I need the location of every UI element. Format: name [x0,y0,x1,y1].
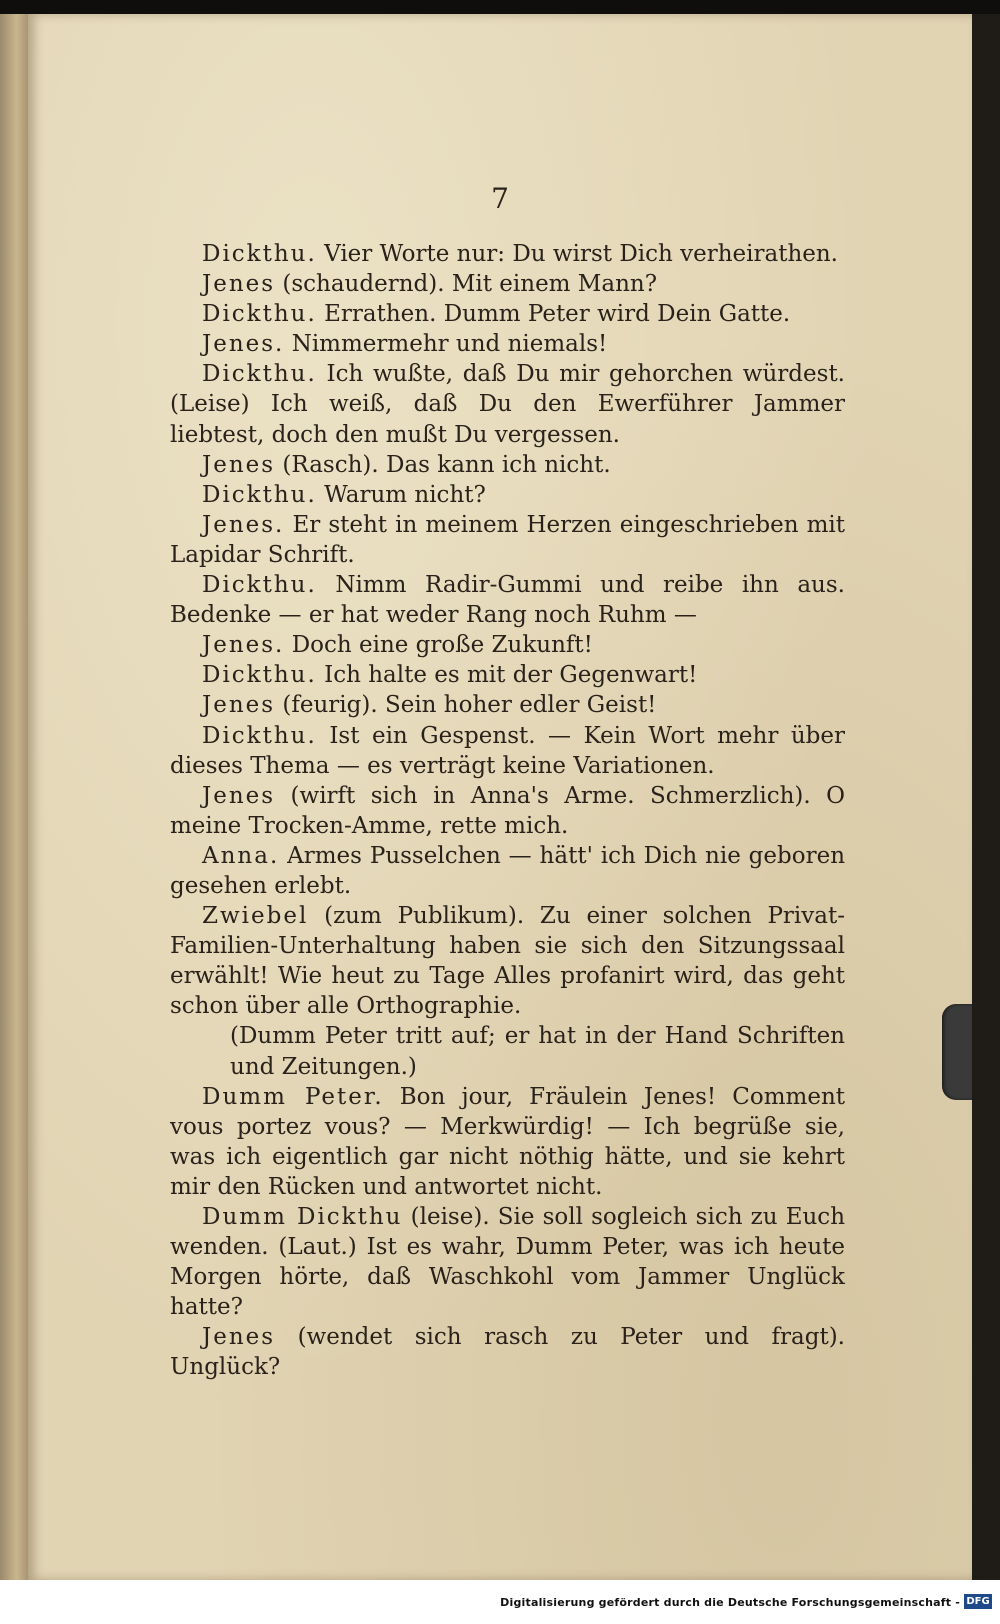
page-tab-marker [942,1004,972,1100]
line-text: Ich halte es mit der Gegenwart! [324,662,698,689]
speaker-name: Dumm Dickthu [202,1204,403,1230]
page-number: 7 [491,182,509,215]
speaker-name: Jenes [202,1324,276,1351]
speaker-name: Jenes [202,692,276,719]
speaker-name: Jenes [202,451,276,478]
line-text: Vier Worte nur: Du wirst Dich verheirathen. [324,241,838,267]
dialogue-line [170,1202,845,1322]
dialogue-line [170,239,845,269]
line-text: (feurig). Sein hoher edler Geist! [282,692,657,719]
dialogue-line [170,841,845,901]
line-text: (wirft sich in Anna's Arme. Schmerzlich). O meine Trocken-Amme, rette mich. [170,782,845,839]
speaker-name: Jenes. [202,632,285,659]
dialogue-line [170,660,845,690]
book-page [28,14,972,1580]
dialogue-line [170,510,845,570]
stage-direction [170,1021,845,1081]
line-text: Ich wußte, daß Du mir gehorchen würdest. (Leise) Ich weiß, daß Du den Ewerführer Jammer liebtest, doch den mußt Du vergessen. [170,361,845,448]
line-text: (zum Publikum). Zu einer solchen Privat-Familien-Unterhaltung haben sie sich den Sitzungssaal erwählt! Wie heut zu Tage Alles profanirt wird, das geht schon über alle Orthographie. [170,903,846,1020]
dialogue-text [170,239,845,1383]
dialogue-line [170,901,845,1021]
line-text: Bon jour, Fräulein Jenes! Comment vous portez vous? — Merkwürdig! — Ich begrüße sie, was ich eigentlich gar nicht nöthig hätte, und sie kehrt mir den Rücken und antwortet nicht. [170,1083,845,1200]
speaker-name: Anna. [202,842,280,869]
dialogue-line [170,329,845,359]
dialogue-line [170,630,845,660]
line-text: (Rasch). Das kann ich nicht. [282,451,611,478]
line-text: Er steht in meinem Herzen eingeschrieben mit Lapidar Schrift. [170,511,845,568]
footer-credit: Digitalisierung gefördert durch die Deutsche Forschungsgemeinschaft - [500,1596,960,1609]
speaker-name: Zwiebel [202,903,309,930]
line-text: Nimm Radir-Gummi und reibe ihn aus. Bedenke — er hat weder Rang noch Ruhm — [170,572,845,629]
dialogue-line [170,359,845,449]
line-text: Ist ein Gespenst. — Kein Wort mehr über dieses Thema — es verträgt keine Variationen. [170,722,845,779]
speaker-name: Jenes. [202,331,285,358]
dialogue-line [170,299,845,329]
speaker-name: Jenes [202,271,276,298]
dialogue-line [170,1322,845,1382]
line-text: (schaudernd). Mit einem Mann? [282,271,658,298]
speaker-name: Dickthu. [202,301,317,328]
speaker-name: Jenes. [202,511,285,538]
digitization-footer [0,1580,1000,1624]
dfg-logo-icon: DFG [964,1594,992,1609]
dialogue-line [170,690,845,720]
dialogue-line [170,480,845,510]
dialogue-line [170,1082,845,1202]
scan-top-edge [0,0,1000,14]
speaker-name: Jenes [202,782,276,809]
speaker-name: Dickthu. [202,572,317,599]
dialogue-line [170,721,845,781]
dialogue-line [170,450,845,480]
speaker-name: Dumm Peter. [202,1083,384,1110]
facing-page-edge [0,14,28,1580]
speaker-name: Dickthu. [202,481,317,508]
speaker-name: Dickthu. [202,361,317,388]
line-text: Doch eine große Zukunft! [291,632,593,659]
speaker-name: Dickthu. [202,722,317,749]
line-text: Errathen. Dumm Peter wird Dein Gatte. [324,301,791,328]
line-text: (leise). Sie soll sogleich sich zu Euch wenden. (Laut.) Ist es wahr, Dumm Peter, was ich heute Morgen hörte, daß Waschkohl vom Jammer Unglück hatte? [170,1204,846,1321]
line-text: (Dumm Peter tritt auf; er hat in der Hand Schriften und Zeitungen.) [230,1023,845,1080]
line-text: (wendet sich rasch zu Peter und fragt). Unglück? [170,1324,845,1381]
dialogue-line [170,269,845,299]
dialogue-line [170,781,845,841]
speaker-name: Dickthu. [202,662,317,689]
line-text: Armes Pusselchen — hätt' ich Dich nie geboren gesehen erlebt. [170,842,846,899]
dialogue-line [170,570,845,630]
speaker-name: Dickthu. [202,241,317,267]
line-text: Warum nicht? [324,481,486,508]
line-text: Nimmermehr und niemals! [291,331,608,358]
